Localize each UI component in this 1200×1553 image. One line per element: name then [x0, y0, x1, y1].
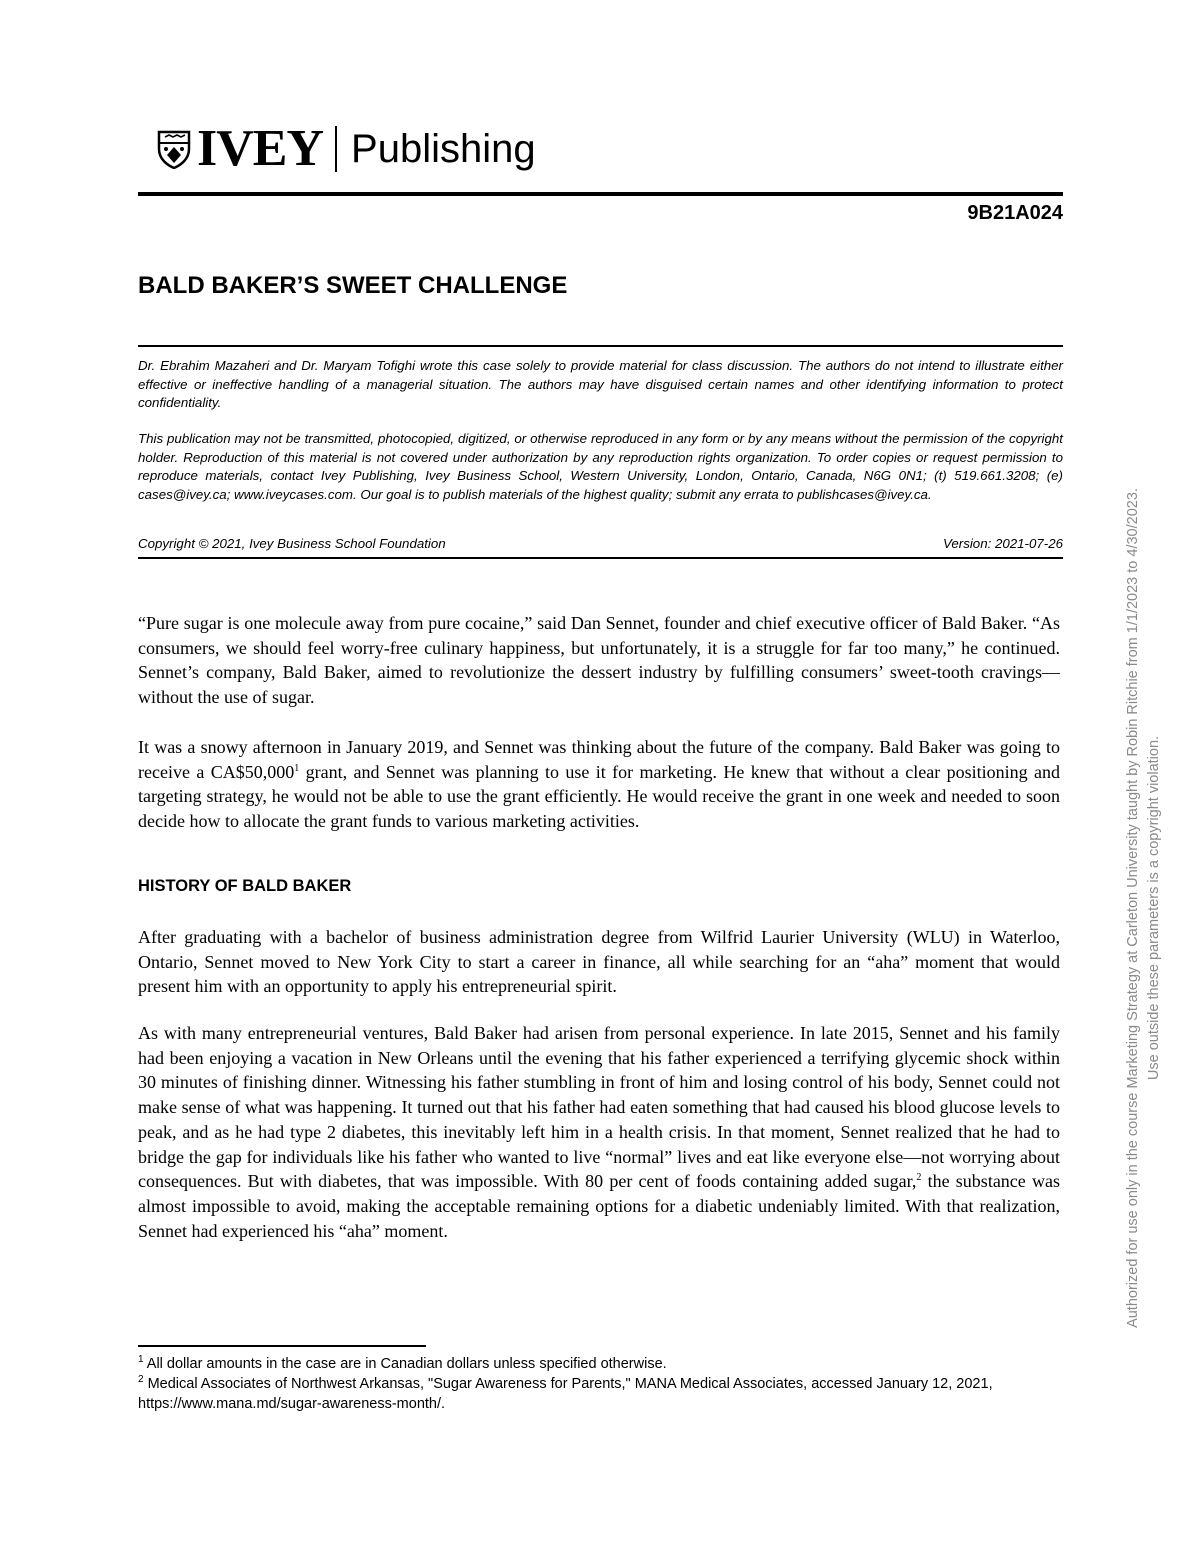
paragraph-2: [138, 735, 1060, 834]
footnote-2: [138, 1374, 1063, 1414]
crest-shield-icon: [157, 129, 191, 169]
paragraph-4: [138, 1021, 1060, 1243]
paragraph-2-text-a: It was a snowy afternoon in January 2019, and Sennet was thinking about the future of the company. Bald Baker was going to receive a CA$50,000: [138, 737, 1060, 782]
case-number: 9B21A024: [967, 202, 1063, 224]
rights-disclaimer: This publication may not be transmitted, photocopied, digitized, or otherwise reproduced in any form or by any means without the permission of the copyright holder. Reproduction of this material is not covered under authorization by any reproduction rights organization. To order copies or request permission to reproduce materials, contact Ivey Publishing, Ivey Business School, Western University, London, Ontario, Canada, N6G 0N1; (t) 519.661.3208; (e) cases@ivey.ca; www.iveycases.com. Our goal is to publish materials of the highest quality; submit any errata to publishcases@ivey.ca.: [138, 431, 1063, 502]
logo-publisher: Publishing: [351, 127, 536, 171]
paragraph-3: After graduating with a bachelor of business administration degree from Wilfrid Laurier University (WLU) in Waterloo, Ontario, Sennet moved to New York City to start a career in finance, all while searching for an “aha” moment that would present him with an opportunity to apply his entrepreneurial spirit.: [138, 927, 1060, 997]
footnote-1: [138, 1354, 1063, 1374]
case-title: BALD BAKER’S SWEET CHALLENGE: [138, 272, 568, 299]
title-rule: [138, 345, 1063, 347]
footnote-1-text: All dollar amounts in the case are in Canadian dollars unless specified otherwise.: [143, 1356, 667, 1372]
header-rule: [138, 192, 1063, 196]
section-heading: HISTORY OF BALD BAKER: [138, 877, 352, 895]
footnote-ref-1: 1: [294, 762, 300, 774]
footnote-rule: [138, 1345, 426, 1347]
copyright-row: [138, 536, 1063, 551]
footnote-2-mark: 2: [138, 1374, 144, 1386]
logo-wordmark: IVEY: [197, 120, 324, 177]
paragraph-1: “Pure sugar is one molecule away from pure cocaine,” said Dan Sennet, founder and chief executive officer of Bald Baker. “As consumers, we should feel worry-free culinary happiness, but unfortunately, it is a struggle for far too many,” he continued. Sennet’s company, Bald Baker, aimed to revolutionize the dessert industry by fulfilling consumers’ sweet-tooth cravings—without the use of sugar.: [138, 613, 1060, 708]
ivey-publishing-logo: [157, 118, 536, 180]
paragraph-2-text-b: grant, and Sennet was planning to use it for marketing. He knew that without a clear positioning and targeting strategy, he would not be able to use the grant efficiently. He would receive the grant in one week and needed to soon decide how to allocate the grant funds to various marketing activities.: [138, 761, 1060, 832]
copyright-text: Copyright © 2021, Ivey Business School Foundation: [138, 536, 446, 551]
authors-disclaimer: Dr. Ebrahim Mazaheri and Dr. Maryam Tofighi wrote this case solely to provide material for class discussion. The authors do not intend to illustrate either effective or ineffective handling of a managerial situation. The authors may have disguised certain names and other identifying information to protect confidentiality.: [138, 358, 1063, 410]
watermark-line-1: Authorized for use only in the course Marketing Strategy at Carleton University taught by Robin Ritchie from 1/1/2023 to 4/30/2023.: [1125, 488, 1141, 1328]
footnote-ref-2: 2: [916, 1172, 922, 1184]
footnote-1-mark: 1: [138, 1354, 144, 1366]
version-text: Version: 2021-07-26: [943, 536, 1063, 551]
watermark-line-2: Use outside these parameters is a copyright violation.: [1146, 735, 1162, 1081]
paragraph-4-text-b: the substance was almost impossible to avoid, making the acceptable remaining options for a diabetic undeniably limited. With that realization, Sennet had experienced his “aha” moment.: [138, 1171, 1060, 1241]
footnote-2-text: Medical Associates of Northwest Arkansas, "Sugar Awareness for Parents," MANA Medical Associates, accessed January 12, 2021, https://www.mana.md/sugar-awareness-month/.: [138, 1376, 993, 1412]
logo-divider: [335, 126, 337, 172]
paragraph-4-text-a: As with many entrepreneurial ventures, Bald Baker had arisen from personal experience. In late 2015, Sennet and his family had been enjoying a vacation in New Orleans until the evening that his father experienced a terrifying glycemic shock within 30 minutes of finishing dinner. Witnessing his father stumbling in front of him and losing control of his body, Sennet could not make sense of what was happening. It turned out that his father had eaten something that had caused his blood glucose levels to peak, and as he had type 2 diabetes, this inevitably left him in a health crisis. In that moment, Sennet realized that he had to bridge the gap for individuals like his father who wanted to live “normal” lives and eat like everyone else—not worrying about consequences. But with diabetes, that was impossible. With 80 per cent of foods containing added sugar,: [138, 1023, 1060, 1192]
disclaimer-rule: [138, 557, 1063, 559]
